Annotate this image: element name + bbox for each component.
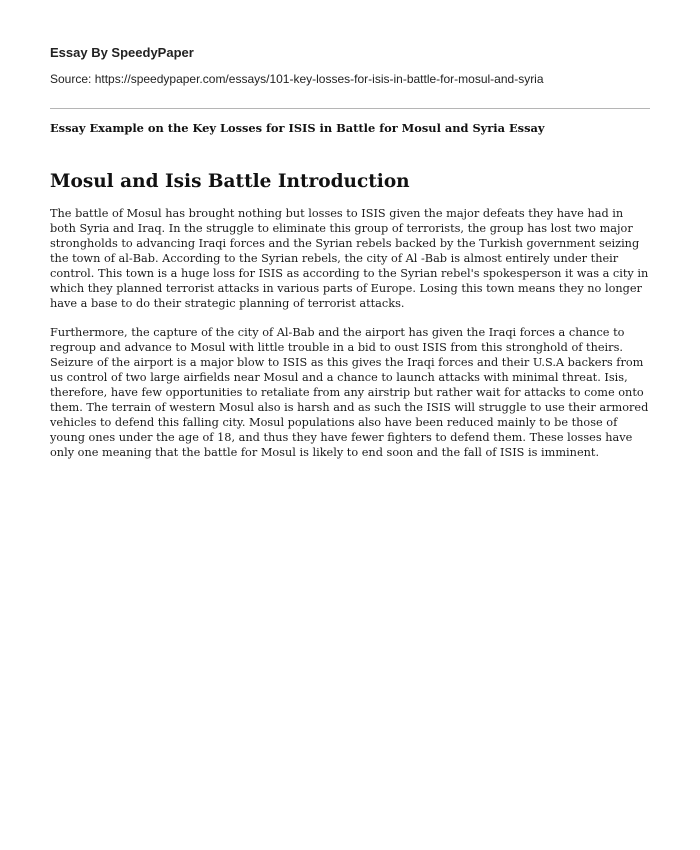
- essay-body: [50, 206, 650, 474]
- paragraph: Furthermore, the capture of the city of Al-Bab and the airport has given the Iraqi forces a chance to regroup and advance to Mosul with little trouble in a bid to oust ISIS from this stronghold of theirs. Seizure of the airport is a major blow to ISIS as this gives the Iraqi forces and their U.S.A backers from us control of two large airfields near Mosul and a chance to launch attacks with minimal threat. Isis, therefore, have few opportunities to retaliate from any airstrip but rather wait for attacks to come onto them. The terrain of western Mosul also is harsh and as such the ISIS will struggle to use their armored vehicles to defend this falling city. Mosul populations also have been reduced mainly to be those of young ones under the age of 18, and thus they have fewer fighters to defend them. These losses have only one meaning that the battle for Mosul is likely to end soon and the fall of ISIS is imminent.: [50, 326, 649, 459]
- document-title: Essay Example on the Key Losses for ISIS in Battle for Mosul and Syria Essay: [50, 121, 545, 135]
- paragraph: The battle of Mosul has brought nothing but losses to ISIS given the major defeats they have had in both Syria and Iraq. In the struggle to eliminate this group of terrorists, the group has lost two major strongholds to advancing Iraqi forces and the Syrian rebels backed by the Turkish government seizing the town of al-Bab. According to the Syrian rebels, the city of Al -Bab is almost entirely under their control. This town is a huge loss for ISIS as according to the Syrian rebel's spokesperson it was a city in which they planned terrorist attacks in various parts of Europe. Losing this town means they no longer have a base to do their strategic planning of terrorist attacks.: [50, 207, 649, 310]
- section-heading: Mosul and Isis Battle Introduction: [50, 171, 410, 192]
- source-line: Source: https://speedypaper.com/essays/101-key-losses-for-isis-in-battle-for-mosul-and-syria: [50, 72, 544, 86]
- brand-label: Essay By SpeedyPaper: [50, 45, 194, 60]
- header-divider: [50, 108, 650, 109]
